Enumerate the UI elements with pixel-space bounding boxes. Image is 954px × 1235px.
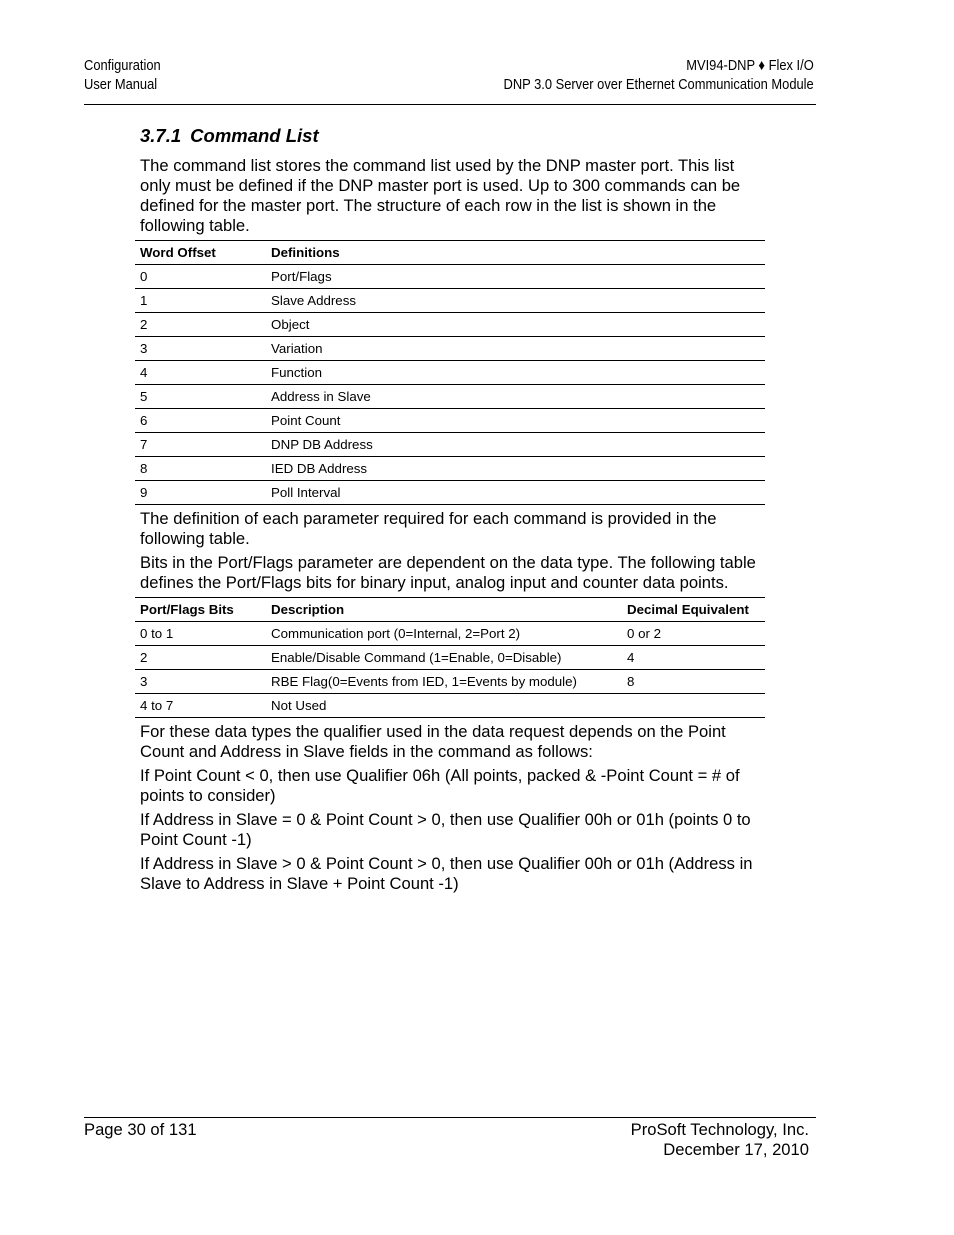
definition-cell: Point Count (266, 409, 765, 433)
table-row (135, 385, 765, 409)
decimal-cell: 8 (622, 670, 765, 694)
page-header-right (504, 56, 814, 94)
bits-cell: 4 to 7 (135, 694, 266, 718)
definition-cell: IED DB Address (266, 457, 765, 481)
word-offset-cell: 5 (135, 385, 266, 409)
column-header-decimal-equivalent: Decimal Equivalent (622, 598, 765, 622)
description-cell: RBE Flag(0=Events from IED, 1=Events by module) (266, 670, 622, 694)
footer-company: ProSoft Technology, Inc. (630, 1120, 809, 1139)
word-offset-cell: 2 (135, 313, 266, 337)
table-row (135, 694, 765, 718)
bits-cell: 3 (135, 670, 266, 694)
footer-divider (84, 1117, 816, 1118)
table-header-row (135, 241, 765, 265)
qualifier-rule-2: If Address in Slave = 0 & Point Count > 0, then use Qualifier 00h or 01h (points 0 to Point Count -1) (140, 810, 751, 849)
decimal-cell (622, 694, 765, 718)
definition-cell: Object (266, 313, 765, 337)
page-header-left (84, 56, 161, 94)
table-row (135, 337, 765, 361)
table-row (135, 433, 765, 457)
definition-cell: Address in Slave (266, 385, 765, 409)
table-row (135, 313, 765, 337)
word-offset-cell: 3 (135, 337, 266, 361)
table-row (135, 622, 765, 646)
description-cell: Not Used (266, 694, 622, 718)
footer-date: December 17, 2010 (663, 1139, 809, 1159)
decimal-cell: 4 (622, 646, 765, 670)
section-title: Command List (190, 125, 319, 146)
page-content (135, 124, 765, 898)
description-cell: Communication port (0=Internal, 2=Port 2) (266, 622, 622, 646)
table-header-row (135, 598, 765, 622)
table-row (135, 265, 765, 289)
table-row (135, 361, 765, 385)
column-header-word-offset: Word Offset (135, 241, 266, 265)
column-header-description: Description (266, 598, 622, 622)
decimal-cell: 0 or 2 (622, 622, 765, 646)
port-flags-table (135, 597, 765, 718)
definition-cell: Variation (266, 337, 765, 361)
definition-cell: Port/Flags (266, 265, 765, 289)
page-number: Page 30 of 131 (84, 1120, 197, 1139)
page-footer-right (631, 1120, 809, 1159)
header-product: MVI94-DNP ♦ Flex I/O (686, 57, 814, 74)
section-heading (140, 124, 765, 148)
qualifier-rule-3: If Address in Slave > 0 & Point Count > 0, then use Qualifier 00h or 01h (Address in Slave to Address in Slave + Point Count -1) (140, 854, 753, 893)
word-offset-cell: 9 (135, 481, 266, 505)
header-chapter: Configuration (84, 57, 161, 74)
header-doc-type: User Manual (84, 76, 158, 93)
column-header-definitions: Definitions (266, 241, 765, 265)
definition-paragraph: The definition of each parameter required for each command is provided in the following table. (140, 509, 717, 548)
qualifier-rule-1: If Point Count < 0, then use Qualifier 06h (All points, packed & -Point Count = # of points to consider) (140, 766, 740, 805)
section-number: 3.7.1 (140, 125, 182, 146)
header-product-description: DNP 3.0 Server over Ethernet Communication Module (503, 76, 814, 93)
word-offset-cell: 7 (135, 433, 266, 457)
table-row (135, 409, 765, 433)
intro-paragraph: The command list stores the command list used by the DNP master port. This list only must be defined if the DNP master port is used. Up to 300 commands can be defined for the master port. The structure of each row in the list is shown in the following table. (140, 156, 741, 235)
table-row (135, 457, 765, 481)
word-offset-cell: 1 (135, 289, 266, 313)
table-row (135, 646, 765, 670)
definition-cell: Slave Address (266, 289, 765, 313)
table-row (135, 481, 765, 505)
word-offset-cell: 4 (135, 361, 266, 385)
bits-paragraph: Bits in the Port/Flags parameter are dependent on the data type. The following table defines the Port/Flags bits for binary input, analog input and counter data points. (140, 553, 756, 592)
word-offset-cell: 8 (135, 457, 266, 481)
command-structure-table (135, 240, 765, 505)
word-offset-cell: 6 (135, 409, 266, 433)
description-cell: Enable/Disable Command (1=Enable, 0=Disable) (266, 646, 622, 670)
bits-cell: 2 (135, 646, 266, 670)
column-header-port-flags-bits: Port/Flags Bits (135, 598, 266, 622)
qualifier-paragraph: For these data types the qualifier used in the data request depends on the Point Count and Address in Slave fields in the command as follows: (140, 722, 726, 761)
word-offset-cell: 0 (135, 265, 266, 289)
bits-cell: 0 to 1 (135, 622, 266, 646)
table-row (135, 670, 765, 694)
header-divider (84, 104, 816, 105)
table-row (135, 289, 765, 313)
definition-cell: Function (266, 361, 765, 385)
definition-cell: Poll Interval (266, 481, 765, 505)
definition-cell: DNP DB Address (266, 433, 765, 457)
